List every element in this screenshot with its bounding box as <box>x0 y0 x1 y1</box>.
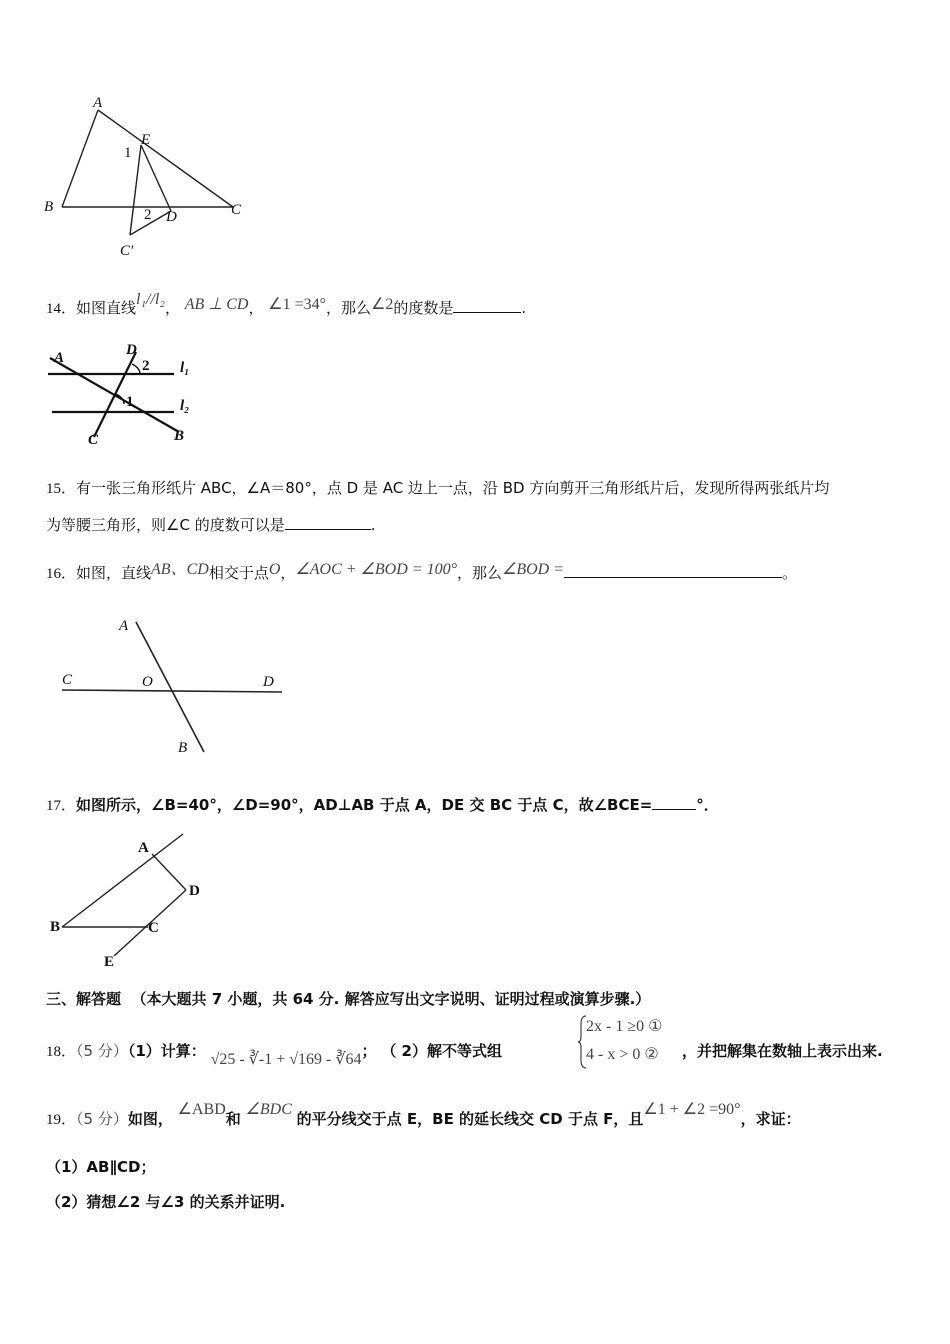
q16-text-1: 如图，直线 <box>76 564 152 582</box>
fig13-label-C-prime: C′ <box>120 243 134 259</box>
fig14-label-C: C <box>88 432 99 448</box>
q18-score: （5 分） <box>76 1042 128 1060</box>
fig13-label-1: 1 <box>124 145 132 161</box>
question-14: 14．如图直线l₁//l₂， AB ⊥ CD， ∠1 =34°，那么∠2的度数是 . <box>46 291 527 317</box>
q19-math-bdc: ∠BDC <box>245 1101 292 1118</box>
fig13-label-C: C <box>231 202 242 218</box>
question-16: 16．如图，直线AB、CD相交于点O，∠AOC + ∠BOD = 100°，那么∠BOD = 。 <box>46 561 798 582</box>
question-17 <box>46 794 719 817</box>
q19-text-3: 的平分线交于点 E，BE 的延长线交 CD 于点 F，且 <box>296 1110 644 1128</box>
q14-text-2: ，那么 <box>326 299 372 317</box>
section-note: （本大题共 7 小题，共 64 分. 解答应写出文字说明、证明过程或演算步骤.） <box>131 990 651 1008</box>
fig13-line-AC <box>98 110 233 207</box>
fig14-label-D: D <box>126 342 137 358</box>
fig16-label-O: O <box>142 674 153 690</box>
fig14-label-1: 1 <box>126 394 134 410</box>
fig16-label-C: C <box>62 672 73 688</box>
q14-math-angle2: ∠2 <box>371 296 394 313</box>
answer-blank[interactable] <box>453 298 521 313</box>
q19-score: （5 分） <box>76 1110 128 1128</box>
q19-text-1: 如图， <box>127 1110 173 1128</box>
fig14-label-2: 2 <box>142 358 150 374</box>
fig17-label-A: A <box>138 840 149 856</box>
figure-intersecting-lines <box>56 612 296 757</box>
q16-math-lines: AB、CD <box>151 561 209 578</box>
question-number: 16． <box>46 566 77 582</box>
answer-blank[interactable] <box>285 515 371 530</box>
q18-inequality-2: 4 - x > 0 ② <box>586 1046 659 1063</box>
q18-expression: √25 - ∛-1 + √169 - ∛64 <box>210 1051 362 1068</box>
fig13-line-EC-prime <box>130 145 141 235</box>
section-heading <box>46 988 650 1010</box>
q16-math-point: O <box>268 561 281 578</box>
fig13-label-B: B <box>44 199 54 215</box>
q17-tail: °． <box>696 796 719 814</box>
fig14-label-l1: l₁ <box>180 360 190 376</box>
q18-part1-label: （1）计算： <box>127 1042 206 1060</box>
q19-text-4: ，求证： <box>740 1110 801 1128</box>
fig13-label-A: A <box>93 95 103 111</box>
fig16-label-A: A <box>119 618 129 634</box>
figure-parallel-lines <box>44 342 214 447</box>
q16-math-target: ∠BOD = <box>501 561 565 578</box>
fig14-label-B: B <box>174 428 185 444</box>
fig17-label-D: D <box>189 883 200 899</box>
q18-separator: ； <box>361 1042 377 1060</box>
q16-text-2: 相交于点 <box>208 564 269 582</box>
q15-text-line1: 有一张三角形纸片 ABC，∠A＝80°，点 D 是 AC 边上一点，沿 BD 方向剪开三角形纸片后，发现所得两张纸片均 <box>76 479 830 497</box>
fig17-line-AD <box>152 854 186 890</box>
q18-tail: ，并把解集在数轴上表示出来. <box>682 1042 883 1060</box>
question-19 <box>46 1101 801 1131</box>
question-15-line2: 为等腰三角形，则∠C 的度数可以是 . <box>46 516 376 534</box>
q14-math-perpendicular: AB ⊥ CD <box>184 296 249 313</box>
fig16-label-D: D <box>263 674 274 690</box>
question-number: 17． <box>46 798 77 814</box>
q19-subquestion-1: （1）AB∥CD； <box>46 1158 156 1176</box>
q17-text: 如图所示，∠B=40°，∠D=90°，AD⊥AB 于点 A，DE 交 BC 于点 C，故∠BCE= <box>76 796 653 814</box>
q19-text-2: 和 <box>225 1110 241 1128</box>
fig13-line-ED <box>141 145 171 211</box>
q19-subquestion-2: （2）猜想∠2 与∠3 的关系并证明. <box>46 1193 286 1211</box>
q14-text-3: 的度数是 <box>393 299 454 317</box>
fig17-line-BA <box>62 834 183 927</box>
q19-math-condition: ∠1 + ∠2 =90° <box>643 1101 741 1118</box>
q19-math-abd: ∠ABD <box>177 1101 226 1118</box>
section-title: 三、解答题 <box>46 990 122 1008</box>
q14-math-angle1: ∠1 =34° <box>268 296 327 313</box>
q14-text-1: 如图直线 <box>76 299 137 317</box>
question-number: 18． <box>46 1044 77 1060</box>
q16-math-condition: ∠AOC + ∠BOD = 100° <box>295 561 457 578</box>
q14-math-parallel: l₁//l₂ <box>136 291 165 308</box>
fig16-label-B: B <box>178 740 188 756</box>
answer-blank[interactable] <box>652 795 696 810</box>
fig13-label-D: D <box>166 209 177 225</box>
fig13-label-E: E <box>141 132 151 148</box>
fig17-label-C: C <box>148 920 159 936</box>
question-18 <box>46 1040 502 1068</box>
fig14-label-A: A <box>54 350 65 366</box>
question-number: 19． <box>46 1112 77 1128</box>
fig13-label-2: 2 <box>144 207 152 223</box>
figure-folded-triangle <box>40 95 260 265</box>
fig14-label-l2: l₂ <box>180 398 190 414</box>
q18-inequality-system <box>578 1014 688 1070</box>
figure-angle-bce <box>48 832 218 972</box>
q18-inequality-1: 2x - 1 ≥0 ① <box>586 1018 663 1035</box>
question-15 <box>46 477 829 500</box>
q16-text-3: ，那么 <box>456 564 502 582</box>
q15-text-line2: 为等腰三角形，则∠C 的度数可以是 <box>46 516 285 534</box>
fig13-line-AB <box>62 110 98 207</box>
question-number: 14． <box>46 301 77 317</box>
question-number: 15． <box>46 481 77 497</box>
answer-blank[interactable] <box>564 563 782 578</box>
fig17-label-E: E <box>104 954 115 970</box>
fig17-label-B: B <box>50 919 61 935</box>
q18-part2-label: （ 2）解不等式组 <box>381 1042 502 1060</box>
